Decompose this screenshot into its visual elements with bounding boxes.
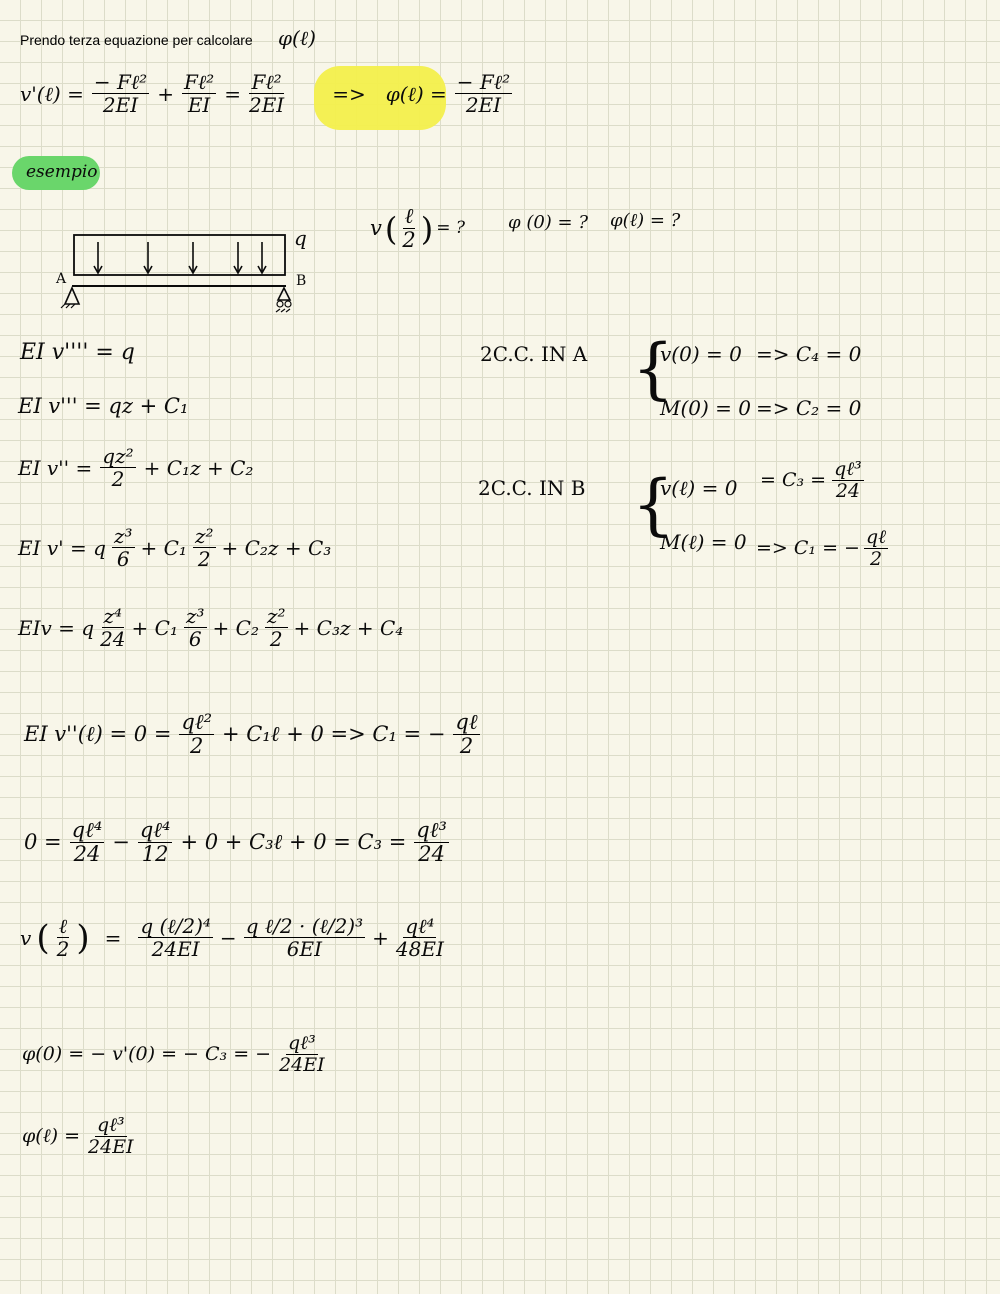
calc-phi-0: φ(0) = − v'(0) = − C₃ = − $\frac{\text{qℓ³}}{24EI}$ <box>22 1032 325 1076</box>
bc-a-brace: { <box>632 330 674 407</box>
calc-v-mid: v ( $\frac{\text{ℓ}}{2}$ ) = $\frac{\text{q (ℓ/2)⁴}}{24EI}$ − $\frac{\text{q ℓ/2 · (ℓ/2)³}}{6EI}$ + $\frac{\text{qℓ⁴}}{48EI}$ <box>20 914 444 961</box>
bc-b-brace: { <box>632 466 674 543</box>
bc-a-line1-result: => C₄ = 0 <box>756 342 862 366</box>
unknown-phi-0: φ (0) = ? <box>508 212 588 233</box>
header-target: φ(ℓ) <box>278 26 316 50</box>
step-1: EI v'''' = q <box>20 340 135 365</box>
bc-b-line2-result: => C₁ = − $\frac{\text{qℓ}}{2}$ <box>756 526 887 570</box>
bc-b-line2: M(ℓ) = 0 <box>660 530 747 554</box>
line1-frac-1: $\frac{\text{− Fℓ²}}{2EI}$ <box>93 70 148 117</box>
line1-result-lhs: φ(ℓ) = <box>385 81 447 106</box>
step-3: EI v'' = $\frac{\text{qz²}}{2}$ + C₁z + C₂ <box>18 444 254 491</box>
line1-frac-3: $\frac{\text{Fℓ²}}{2EI}$ <box>248 70 285 117</box>
bc-b-line1-result: = C₃ = $\frac{\text{qℓ³}}{24}$ <box>760 458 862 502</box>
line1-equation <box>20 72 514 115</box>
bc-b-label: 2C.C. IN B <box>478 476 586 500</box>
line1-lhs: v'(ℓ) = <box>20 81 84 106</box>
line1-implies: => <box>332 81 366 106</box>
calc-c1: EI v''(ℓ) = 0 = $\frac{\text{qℓ²}}{2}$ + C₁ℓ + 0 => C₁ = − $\frac{\text{qℓ}}{2}$ <box>24 710 478 758</box>
bc-a-label: 2C.C. IN A <box>480 342 588 366</box>
load-q-label: q <box>294 226 307 250</box>
esempio-label: esempio <box>26 162 98 182</box>
beam-diagram <box>50 222 370 332</box>
header-printed: Prendo terza equazione per calcolare <box>20 32 253 48</box>
line1-result-frac: $\frac{\text{− Fℓ²}}{2EI}$ <box>456 70 511 117</box>
unknown-phi-l: φ(ℓ) = ? <box>610 210 681 231</box>
unknown-v-mid: v ( $\frac{\text{ℓ}}{2}$ ) = ? <box>370 204 465 252</box>
step-4: EI v' = q $\frac{\text{z³}}{6}$ + C₁ $\frac{\text{z²}}{2}$ + C₂z + C₃ <box>18 524 332 571</box>
line1-frac-2: $\frac{\text{Fℓ²}}{EI}$ <box>183 70 215 117</box>
bc-b-line1: v(ℓ) = 0 <box>660 476 738 500</box>
bc-a-line2: M(0) = 0 <box>660 396 752 420</box>
bc-a-line1: v(0) = 0 <box>660 342 742 366</box>
step-2: EI v''' = qz + C₁ <box>18 394 189 418</box>
line1-eq: = <box>224 81 241 106</box>
bc-a-line2-result: => C₂ = 0 <box>756 396 862 420</box>
support-a-label: A <box>56 271 67 287</box>
support-b-label: B <box>296 273 307 289</box>
calc-c3: 0 = $\frac{\text{qℓ⁴}}{24}$ − $\frac{\text{qℓ⁴}}{12}$ + 0 + C₃ℓ + 0 = C₃ = $\frac{\text{qℓ³}}{24}$ <box>24 818 447 866</box>
step-5: EIv = q $\frac{\text{z⁴}}{24}$ + C₁ $\frac{\text{z³}}{6}$ + C₂ $\frac{\text{z²}}{2}$ + C₃z + C₄ <box>18 604 404 651</box>
calc-phi-l: φ(ℓ) = $\frac{\text{qℓ³}}{24EI}$ <box>22 1114 134 1158</box>
line1-plus: + <box>157 81 174 106</box>
